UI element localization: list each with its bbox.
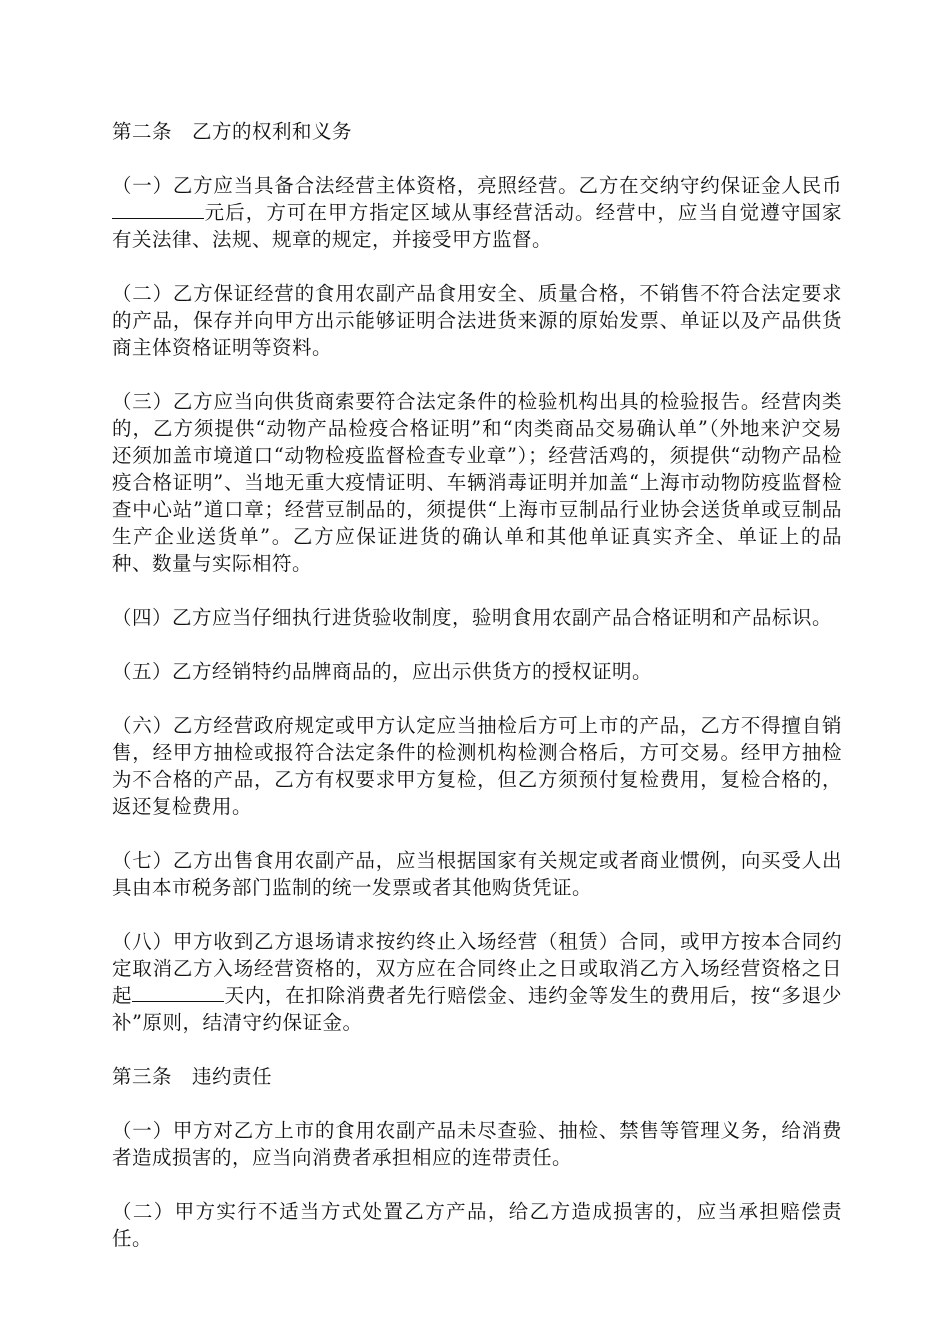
article-2-clause-6: （六）乙方经营政府规定或甲方认定应当抽检后方可上市的产品，乙方不得擅自销售，经甲方抽检或报符合法定条件的检测机构检测合格后，方可交易。经甲方抽检为不合格的产品，乙方有权要求甲方复检，但乙方须预付复检费用，复检合格的，返还复检费用。 xyxy=(112,714,842,818)
clause-8-text-a: （八）甲方收到乙方退场请求按约终止入场经营（租赁）合同，或甲方按本合同约定取消乙方入场经营资格的，双方应在合同终止之日或取消乙方入场经营资格之日起 xyxy=(112,930,842,1007)
deposit-amount-blank xyxy=(112,200,204,219)
article-2-heading: 第二条 乙方的权利和义务 xyxy=(112,120,353,143)
article-2-clause-8 xyxy=(112,928,842,1036)
document-page xyxy=(112,118,842,1279)
days-blank xyxy=(132,983,224,1002)
article-2-clause-5: （五）乙方经销特约品牌商品的，应出示供货方的授权证明。 xyxy=(112,660,653,683)
clause-1-text-b: 元后，方可在甲方指定区域从事经营活动。经营中，应当自觉遵守国家有关法律、法规、规章的规定，并接受甲方监督。 xyxy=(112,201,842,251)
article-2-clause-3: （三）乙方应当向供货商索要符合法定条件的检验机构出具的检验报告。经营肉类的，乙方须提供“动物产品检疫合格证明”和“肉类商品交易确认单”（外地来沪交易还须加盖市境道口“动物检疫监督检查专业章”）；经营活鸡的，须提供“动物产品检疫合格证明”、当地无重大疫情证明、车辆消毒证明并加盖“上海市动物防疫监督检查中心站”道口章；经营豆制品的，须提供“上海市豆制品行业协会送货单或豆制品生产企业送货单”。乙方应保证进货的确认单和其他单证真实齐全、单证上的品种、数量与实际相符。 xyxy=(112,390,842,575)
clause-1-text-a: （一）乙方应当具备合法经营主体资格，亮照经营。乙方在交纳守约保证金人民币 xyxy=(112,174,842,197)
article-2-clause-4: （四）乙方应当仔细执行进货验收制度，验明食用农副产品合格证明和产品标识。 xyxy=(112,606,833,629)
clause-8-text-b: 天内，在扣除消费者先行赔偿金、违约金等发生的费用后，按“多退少补”原则，结清守约保证金。 xyxy=(112,984,842,1034)
article-2-clause-2: （二）乙方保证经营的食用农副产品食用安全、质量合格，不销售不符合法定要求的产品，保存并向甲方出示能够证明合法进货来源的原始发票、单证以及产品供货商主体资格证明等资料。 xyxy=(112,282,842,359)
article-3-clause-2: （二）甲方实行不适当方式处置乙方产品，给乙方造成损害的，应当承担赔偿责任。 xyxy=(112,1200,842,1250)
article-2-clause-1 xyxy=(112,172,842,253)
article-3-clause-1: （一）甲方对乙方上市的食用农副产品未尽查验、抽检、禁售等管理义务，给消费者造成损害的，应当向消费者承担相应的连带责任。 xyxy=(112,1119,842,1169)
article-3-heading: 第三条 违约责任 xyxy=(112,1065,273,1088)
article-2-clause-7: （七）乙方出售食用农副产品，应当根据国家有关规定或者商业惯例，向买受人出具由本市税务部门监制的统一发票或者其他购货凭证。 xyxy=(112,849,842,899)
